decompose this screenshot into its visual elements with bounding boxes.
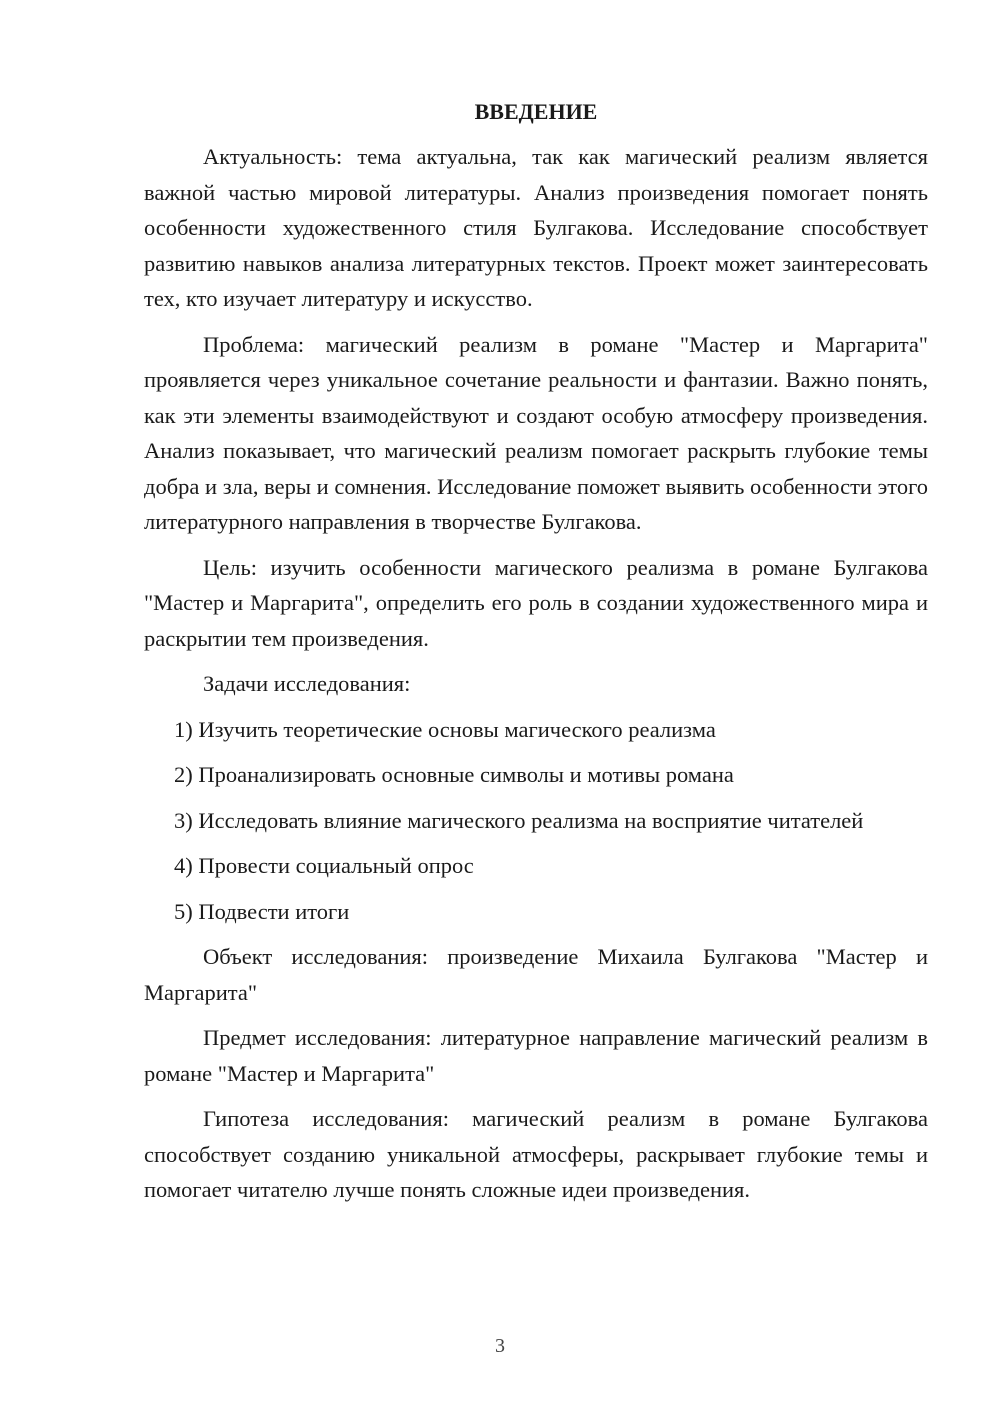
task-item-1: 1) Изучить теоретические основы магического реализма	[174, 716, 716, 742]
task-item-3: 3) Исследовать влияние магического реализма на восприятие читателей	[174, 807, 864, 833]
object-paragraph: Объект исследования: произведение Михаила Булгакова "Мастер и Маргарита"	[144, 944, 928, 1005]
goal-paragraph: Цель: изучить особенности магического реализма в романе Булгакова "Мастер и Маргарита", определить его роль в создании художественного мира и раскрытии тем произведения.	[144, 554, 928, 651]
subject-paragraph: Предмет исследования: литературное направление магический реализм в романе "Мастер и Маргарита"	[144, 1025, 928, 1086]
tasks-heading: Задачи исследования:	[203, 671, 411, 696]
page-number: 3	[495, 1335, 505, 1357]
section-heading: ВВЕДЕНИЕ	[474, 99, 598, 124]
document-body	[144, 94, 928, 1218]
hypothesis-paragraph: Гипотеза исследования: магический реализм в романе Булгакова способствует созданию уникальной атмосферы, раскрывает глубокие темы и помогает читателю лучше понять сложные идеи произведения.	[144, 1106, 928, 1202]
task-item-2: 2) Проанализировать основные символы и мотивы романа	[174, 762, 734, 787]
relevance-paragraph: Актуальность: тема актуальна, так как магический реализм является важной частью мировой литературы. Анализ произведения помогает понять особенности художественного стиля Булгакова. Исследование способствует развитию навыков анализа литературных текстов. Проект может заинтересовать тех, кто изучает литературу и искусство.	[144, 144, 928, 311]
task-item-4: 4) Провести социальный опрос	[174, 853, 474, 878]
problem-paragraph: Проблема: магический реализм в романе "Мастер и Маргарита" проявляется через уникальное сочетание реальности и фантазии. Важно понять, как эти элементы взаимодействуют и создают особую атмосферу произведения. Анализ показывает, что магический реализм помогает раскрыть глубокие темы добра и зла, веры и сомнения. Исследование поможет выявить особенности этого литературного направления в творчестве Булгакова.	[144, 331, 928, 534]
task-item-5: 5) Подвести итоги	[174, 898, 350, 924]
